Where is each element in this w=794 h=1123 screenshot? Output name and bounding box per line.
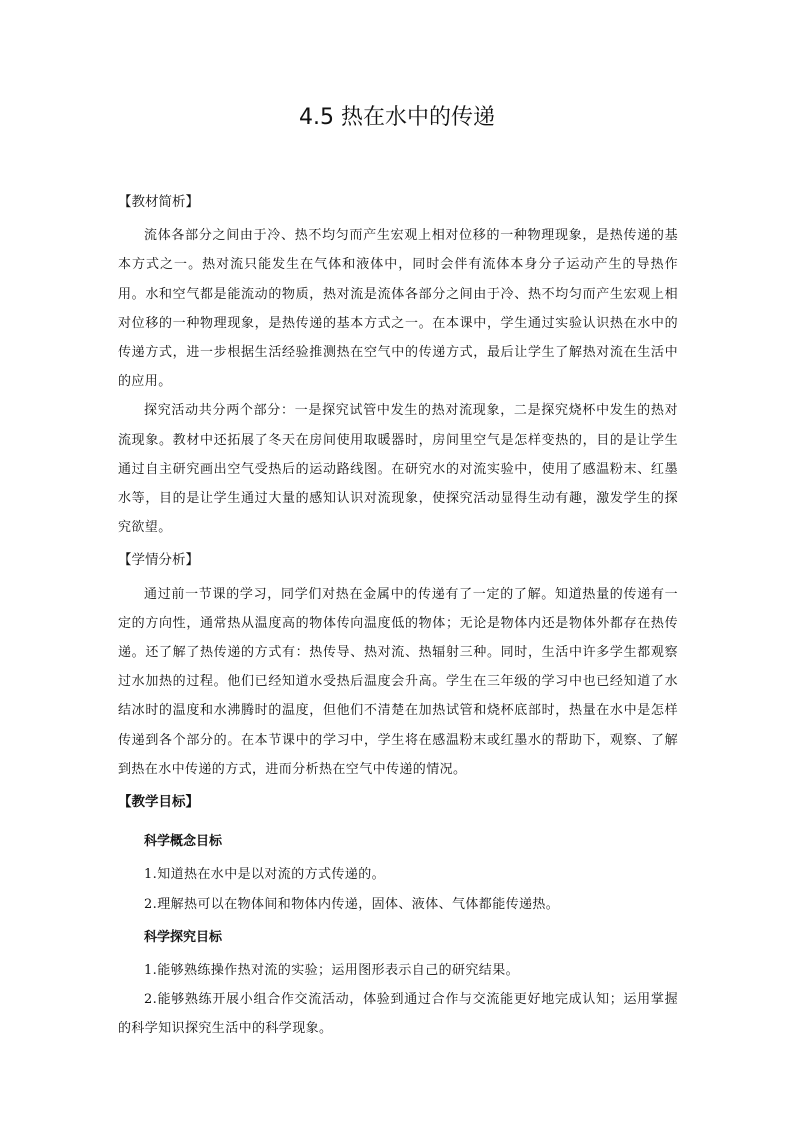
paragraph-textbook-2: 探究活动共分两个部分：一是探究试管中发生的热对流现象，二是探究烧杯中发生的热对流现象。教材中还拓展了冬天在房间使用取暖器时，房间里空气是怎样变热的，目的是让学生通过自主研究画出空气受热后的运动路线图。在研究水的对流实验中，使用了感温粉末、红墨水等，目的是让学生通过大量的感知认识对流现象，使探究活动显得生动有趣，激发学生的探究欲望。	[118, 403, 678, 536]
paragraph-student-1: 通过前一节课的学习，同学们对热在金属中的传递有了一定的了解。知道热量的传递有一定的方向性，通常热从温度高的物体传向温度低的物体；无论是物体内还是物体外都存在热传递。还了解了热传递的方式有：热传导、热对流、热辐射三种。同时，生活中许多学生都观察过水加热的过程。他们已经知道水受热后温度会升高。学生在三年级的学习中也已经知道了水结冰时的温度和水沸腾时的温度，但他们不清楚在加热试管和烧杯底部时，热量在水中是怎样传递到各个部分的。在本节课中的学习中，学生将在感温粉末或红墨水的帮助下，观察、了解到热在水中传递的方式，进而分析热在空气中传递的情况。	[118, 586, 678, 777]
section-heading-textbook: 【教材简析】	[118, 194, 199, 210]
concept-goal-item: 2.理解热可以在物体间和物体内传递，固体、液体、气体都能传递热。	[144, 896, 560, 912]
document-body	[118, 188, 678, 1044]
inquiry-goal-item: 2.能够熟练开展小组合作交流活动，体验到通过合作与交流能更好地完成认知；运用掌握的科学知识探究生活中的科学现象。	[118, 992, 678, 1037]
paragraph-textbook-1: 流体各部分之间由于冷、热不均匀而产生宏观上相对位移的一种物理现象，是热传递的基本方式之一。热对流只能发生在气体和液体中，同时会伴有流体本身分子运动产生的导热作用。水和空气都是能流动的物质，热对流是流体各部分之间由于冷、热不均匀而产生宏观上相对位移的一种物理现象，是热传递的基本方式之一。在本课中，学生通过实验认识热在水中的传递方式，进一步根据生活经验推测热在空气中的传递方式，最后让学生了解热对流在生活中的应用。	[118, 228, 678, 390]
concept-goal-item: 1.知道热在水中是以对流的方式传递的。	[144, 867, 386, 883]
document-title: 4.5 热在水中的传递	[299, 105, 495, 130]
subheading-concept-goals: 科学概念目标	[144, 834, 223, 850]
inquiry-goal-item: 1.能够熟练操作热对流的实验；运用图形表示自己的研究结果。	[144, 963, 520, 979]
section-heading-student: 【学情分析】	[118, 552, 199, 569]
section-heading-goals: 【教学目标】	[118, 794, 199, 811]
subheading-inquiry-goals: 科学探究目标	[144, 929, 223, 945]
